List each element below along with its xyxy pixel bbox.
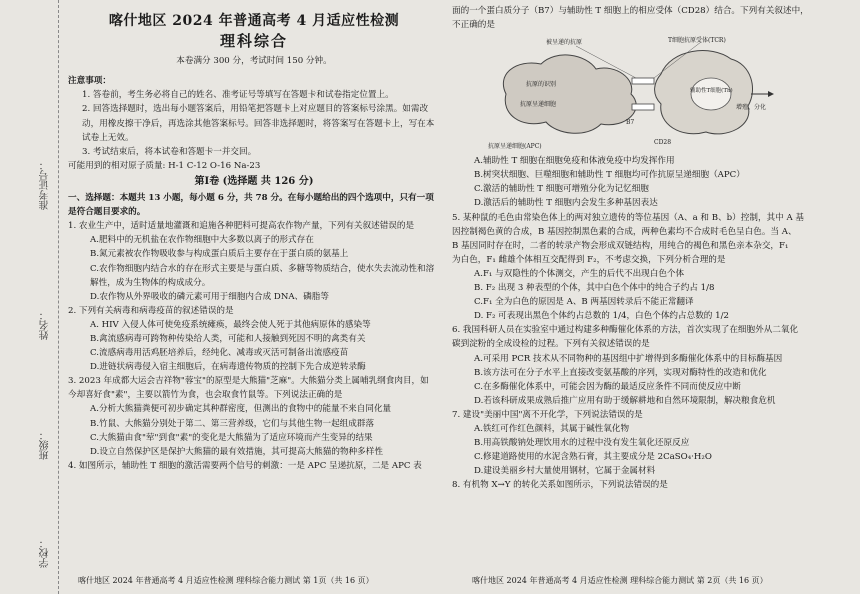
atomic-mass: 可能用到的相对原子质量: H-1 C-12 O-16 Na-23 [68,160,261,171]
q7-option-b: B.用高铁酸钠处理饮用水的过程中没有发生氧化还原反应 [474,438,690,449]
q7-option-d: D.建设美丽乡村大量使用钢材，它属于金属材料 [474,466,656,477]
question-1: 1. 农业生产中，适时适量地灌溉和追施各种肥料可提高农作物产量，下列有关叙述错误的是 [68,221,415,232]
question-4: 4. 如图所示，辅助性 T 细胞的激活需要两个信号的刺激：一是 APC 呈递抗原，二是 APC 表 [68,460,422,471]
question-5-cont-3: 为白色，F₁ 雌雄个体相互交配得到 F₂，不考虑交换，下列分析合理的是 [452,254,726,265]
page-2-footer: 喀什地区 2024 年普通高考 4 月适应性检测 理科综合能力测试 第 2页（共 16 页） [472,575,768,585]
q5-option-d: D. F₂ 可表现出黑色个体约占总数的 1/4，白色个体约占总数的 1/2 [474,311,729,322]
part1-title: 第Ⅰ卷 (选择题 共 126 分) [194,175,314,187]
q4-option-c: C.激活的辅助性 T 细胞可增殖分化为记忆细胞 [474,184,649,195]
immune-diagram [486,34,786,152]
immune-diagram-svg [486,34,786,152]
label-apc-inner: 抗原呈递细胞 [520,101,557,109]
question-5-cont: 因控制褐色黄的合成，B 基因控制黑色素的合成，两种色素均不合成时毛色呈白色。当 A、 [452,226,797,237]
question-2: 2. 下列有关病毒和病毒疫苗的叙述错误的是 [68,305,234,316]
apc-cell-shape [503,55,636,133]
q1-option-d: D.农作物从外界吸收的磷元素可用于细胞内合成 DNA、磷脂等 [90,291,329,302]
question-4-cont-2: 不正确的是 [452,20,495,31]
page-1-footer: 喀什地区 2024 年普通高考 4 月适应性检测 理科综合能力测试 第 1页（共 16 页） [78,575,374,585]
q4-option-b: B.树突状细胞、巨噬细胞和辅助性 T 细胞均可作抗原呈递细胞（APC） [474,170,745,181]
q1-option-b: B.氮元素被农作物吸收参与构成蛋白质后主要存在于蛋白质的氨基上 [90,249,349,260]
question-6-cont: 碳到淀粉的全成设检的过程。下列有关叙述错误的是 [452,339,650,350]
exam-title: 喀什地区 2024 年普通高考 4 月适应性检测 [108,13,400,29]
q6-option-d: D.若该科研成果成熟后推广应用有助于缓解耕地和自然环境限制，解决粮食危机 [474,395,776,406]
q6-option-b: B.该方法可在分子水平上直接改变氨基酸的序列，实现对酶特性的改造和优化 [474,367,767,378]
page-2 [452,0,852,594]
notice-3: 3. 考试结束后，将本试卷和答题卡一并交回。 [82,146,257,157]
question-4-cont: 面的一个蛋白质分子（B7）与辅助性 T 细胞上的相应受体（CD28）结合。下列有关叙述中， [452,6,809,16]
question-5-cont-2: B 基因同时存在时，二者的转录产物会形成双链结构，用纯合的褐色和黑色亲本杂交，F₁ [452,240,789,251]
page-1 [68,0,440,594]
q1-option-c-cont: 解性，成为生物体的构成成分。 [90,277,211,288]
tcr-receptor-shape [632,78,654,84]
q2-option-a: A. HIV 入侵人体可使免疫系统瘫痪，最终会使人死于其他病原体的感染等 [90,319,371,330]
q6-option-a: A.可采用 PCR 技术从不同物种的基因组中扩增得到多酶催化体系中的目标酶基因 [474,353,783,364]
q5-option-b: B. F₂ 出现 3 种表型的个体，其中白色个体中的纯合子约占 1/8 [474,283,715,294]
question-5: 5. 某种鼠的毛色由常染色体上的两对独立遗传的等位基因（A、a 和 B、b）控制，其中 A 基 [452,212,804,223]
q7-option-c: C.修建道路使用的水泥含熟石膏，其主要成分是 2CaSO₄·H₂O [474,452,712,463]
label-tcr: T细胞抗原受体(TCR) [668,37,726,45]
q2-option-d: D.进链状病毒侵入宿主细胞后，在病毒遗传物质的控制下先合成逆转录酶 [90,362,366,373]
binding-margin [0,0,62,594]
label-mhc: 抗原的识别 [526,81,557,89]
q3-option-b: B.竹鼠、大熊猫分别处于第二、第三营养级，它们与其他生物一起组成群落 [90,418,375,429]
q5-option-c: C.F₁ 全为白色的原因是 A、B 两基因转录后不能正常翻译 [474,297,694,308]
q4-option-a: A.辅助性 T 细胞在细胞免疫和体液免疫中均发挥作用 [474,156,675,167]
score-note: 本卷满分 300 分，考试时间 150 分钟。 [176,56,332,67]
label-apc: 抗原呈递细胞(APC) [488,143,542,151]
notice-2b: 动，用橡皮擦干净后，再选涂其他答案标号。回答非选择题时，将答案写在答题卡上，写在本 [82,118,435,129]
q2-option-b: B.禽流感病毒可跨物种传染给人类，可能和人接触到死因不明的禽类有关 [90,333,366,344]
q2-option-c: C.流感病毒用活鸡胚培养后，经纯化、减毒或灭活可制备出流感疫苗 [90,348,349,359]
q3-option-a: A.分析大熊猫粪便可初步确定其种群密度，但测出的食物中的能量不来自同化量 [90,404,392,415]
exam-id-label: 准考证号： [40,160,51,210]
question-8: 8. 有机物 X→Y 的转化关系如图所示，下列说法错误的是 [452,480,668,491]
q3-option-c: C.大熊猫由食"荤"到食"素"的变化是大熊猫为了适应环境而产生变异的结果 [90,432,373,443]
subject-title: 理科综合 [219,32,288,51]
q1-option-c: C.农作物细胞内结合水的存在形式主要是与蛋白质、多糖等物质结合，使水失去流动性和溶 [90,263,435,274]
part1-desc-2: 是符合题目要求的。 [68,207,146,218]
th-nucleus-shape [691,78,731,110]
notice-2: 2. 回答选择题时，选出每小题答案后，用铅笔把答题卡上对应题目的答案标号涂黑。如需改 [82,104,429,115]
q4-option-d: D.激活后的辅助性 T 细胞内会发生多种基因表达 [474,198,658,209]
label-antigen: 被呈递的抗原 [546,39,583,47]
notice-2c: 试卷上无效。 [82,132,134,143]
label-cd28: CD28 [654,139,672,147]
part1-desc: 一、选择题：本题共 13 小题，每小题 6 分，共 78 分。在每小题给出的四个选项中，只有一项 [68,193,434,204]
class-label: 班级： [40,430,51,460]
q7-option-a: A.铁红可作红色颜料，其属于碱性氧化物 [474,423,630,434]
name-label: 姓名： [40,310,51,340]
q3-option-d: D.设立自然保护区是保护大熊猫的最有效措施，其可提高大熊猫的物种多样性 [90,446,383,457]
label-b7: B7 [626,119,635,127]
cut-line [58,0,59,594]
question-7: 7. 建设"美丽中国"离不开化学，下列说法错误的是 [452,409,643,420]
label-th: 辅助性T细胞(Th) [690,88,733,95]
school-label: 学校： [40,538,51,568]
question-3: 3. 2023 年成都大运会吉祥物"蓉宝"的原型是大熊猫"芝麻"。大熊猫分类上属哺乳纲食肉目，如 [68,376,429,387]
notice-title: 注意事项： [68,76,111,87]
label-output: 增殖、分化 [736,104,767,112]
q5-option-a: A.F₁ 与双隐性的个体测交，产生的后代不出现白色个体 [474,268,685,279]
question-6: 6. 我国科研人员在实验室中通过构建多种酶催化体系的方法，首次实现了在细胞外从二氧化 [452,325,799,336]
q6-option-c: C.在多酶催化体系中，可能会因为酶的最适反应条件不同而使反应中断 [474,381,741,392]
cd28-receptor-shape [632,104,654,110]
q1-option-a: A.肥料中的无机盐在农作物细胞中大多数以离子的形式存在 [90,235,314,246]
notice-1: 1. 答卷前，考生务必将自己的姓名、准考证号等填写在答题卡和试卷指定位置上。 [82,90,394,101]
output-arrowhead [768,91,774,97]
question-3-cont: 今却喜好食"素"，主要以箭竹为食，也会取食竹鼠等。下列说法正确的是 [68,390,343,401]
